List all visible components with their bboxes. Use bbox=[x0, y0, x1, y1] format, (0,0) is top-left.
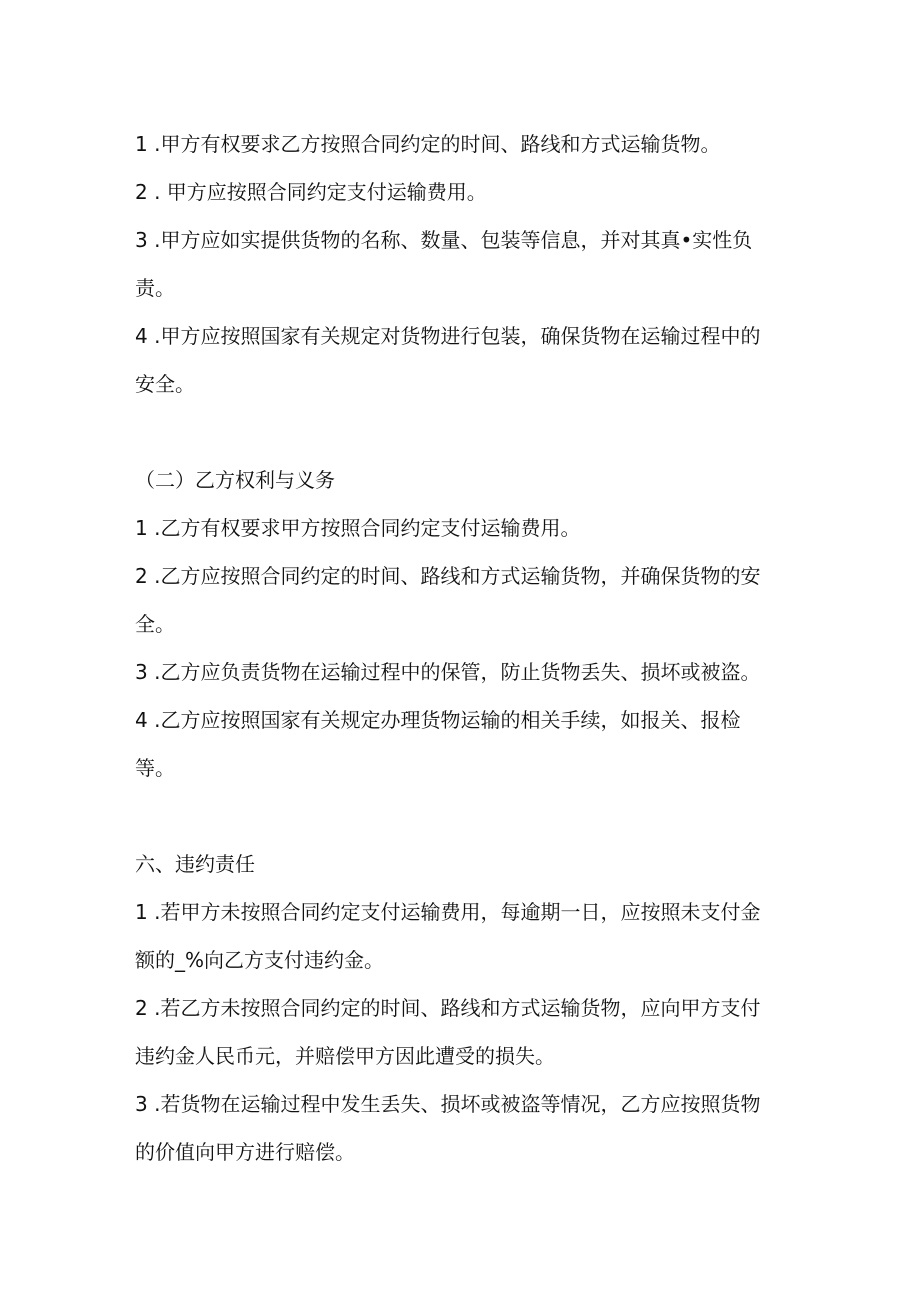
party-b-item-2: 2 .乙方应按照合同约定的时间、路线和方式运输货物，并确保货物的安全。 bbox=[135, 564, 761, 636]
breach-section bbox=[135, 840, 775, 1176]
party-a-section bbox=[135, 120, 775, 408]
party-b-section bbox=[135, 456, 775, 792]
party-b-item-4: 4 .乙方应按照国家有关规定办理货物运输的相关手续，如报关、报检等。 bbox=[135, 708, 741, 780]
section-spacer bbox=[135, 792, 775, 840]
party-a-item-4: 4 .甲方应按照国家有关规定对货物进行包装，确保货物在运输过程中的安全。 bbox=[135, 324, 761, 396]
party-b-item-3: 3 .乙方应负责货物在运输过程中的保管，防止货物丢失、损坏或被盗。 bbox=[135, 660, 761, 684]
party-a-item-3: 3 .甲方应如实提供货物的名称、数量、包装等信息，并对其真•实性负责。 bbox=[135, 228, 753, 300]
breach-heading: 六、违约责任 bbox=[135, 852, 255, 876]
document-body bbox=[135, 120, 775, 1176]
party-b-item-1: 1 .乙方有权要求甲方按照合同约定支付运输费用。 bbox=[135, 516, 581, 540]
breach-item-1: 1 .若甲方未按照合同约定支付运输费用，每逾期一日，应按照未支付金额的_%向乙方支付违约金。 bbox=[135, 900, 761, 972]
section-spacer bbox=[135, 408, 775, 456]
breach-item-3: 3 .若货物在运输过程中发生丢失、损坏或被盗等情况，乙方应按照货物的价值向甲方进行赔偿。 bbox=[135, 1092, 761, 1164]
party-b-heading: （二）乙方权利与义务 bbox=[135, 468, 335, 492]
party-a-item-2: 2 . 甲方应按照合同约定支付运输费用。 bbox=[135, 180, 487, 204]
party-a-item-1: 1 .甲方有权要求乙方按照合同约定的时间、路线和方式运输货物。 bbox=[135, 132, 721, 156]
breach-item-2: 2 .若乙方未按照合同约定的时间、路线和方式运输货物，应向甲方支付违约金人民币元，并赔偿甲方因此遭受的损失。 bbox=[135, 996, 761, 1068]
